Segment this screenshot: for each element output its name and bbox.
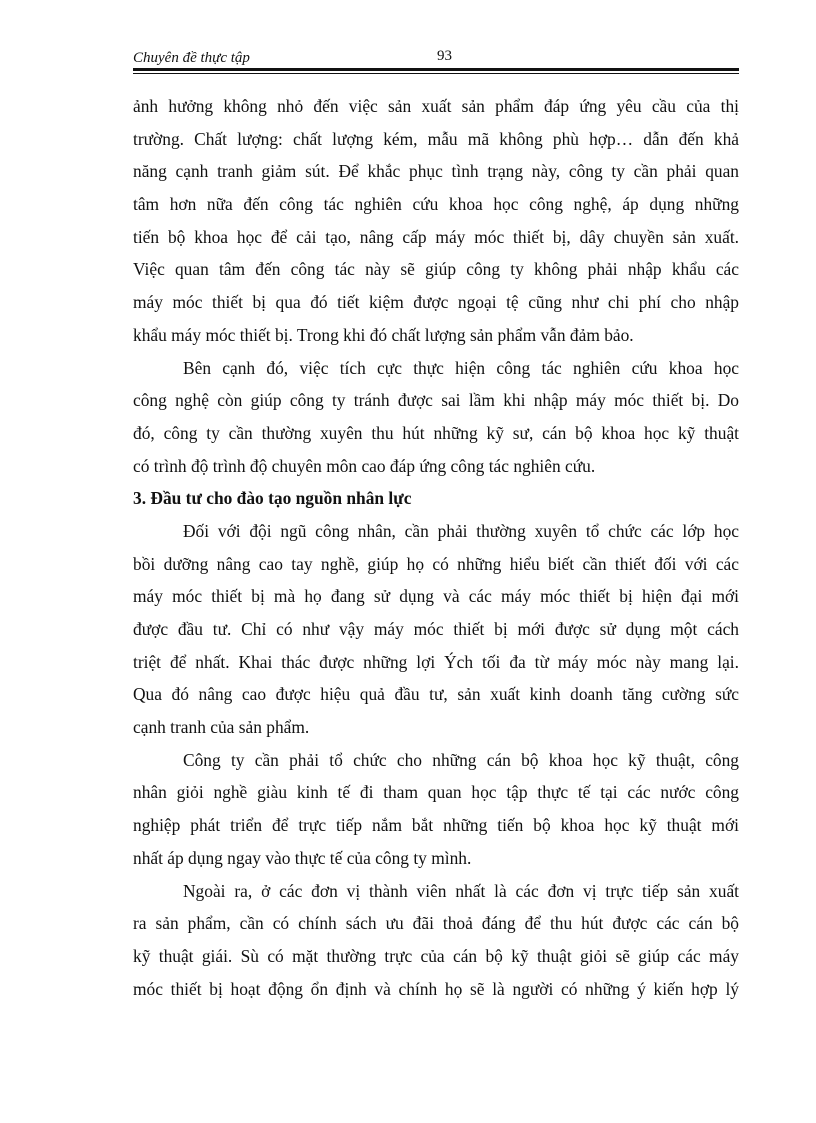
text-line: triệt để nhất. Khai thác được những lợi Ých tối đa từ máy móc này mang lại. <box>133 651 739 672</box>
header-rule-thick <box>133 68 739 71</box>
text-line: cạnh tranh của sản phẩm. <box>133 717 310 738</box>
text-line: tâm hơn nữa đến công tác nghiên cứu khoa học công nghệ, áp dụng những <box>133 194 739 215</box>
text-line: năng cạnh tranh giảm sút. Để khắc phục tình trạng này, công ty cần phải quan <box>133 161 739 182</box>
section-heading: 3. Đầu tư cho đào tạo nguồn nhân lực <box>133 488 412 509</box>
text-line: có trình độ trình độ chuyên môn cao đáp ứng công tác nghiên cứu. <box>133 455 596 476</box>
text-line: máy móc thiết bị qua đó tiết kiệm được ngoại tệ cũng như chi phí cho nhập <box>133 292 739 313</box>
text-line: móc thiết bị hoạt động ổn định và chính họ sẽ là người có những ý kiến hợp lý <box>133 978 739 999</box>
text-line: tiến bộ khoa học để cải tạo, nâng cấp máy móc thiết bị, dây chuyền sản xuất. <box>133 226 739 247</box>
text-line: kỹ thuật giái. Sù có mặt thường trực của cán bộ kỹ thuật giỏi sẽ giúp các máy <box>133 945 739 966</box>
text-line: Qua đó nâng cao được hiệu quả đầu tư, sản xuất kinh doanh tăng cường sức <box>133 684 739 705</box>
text-line: Đối với đội ngũ công nhân, cần phải thường xuyên tổ chức các lớp học <box>183 520 739 541</box>
text-line: công nghệ còn giúp công ty tránh được sai lầm khi nhập máy móc thiết bị. Do <box>133 390 739 411</box>
text-line: Việc quan tâm đến công tác này sẽ giúp công ty không phải nhập khẩu các <box>133 259 739 280</box>
text-line: khẩu máy móc thiết bị. Trong khi đó chất lượng sản phẩm vẫn đảm bảo. <box>133 324 634 345</box>
text-line: được đầu tư. Chỉ có như vậy máy móc thiết bị mới được sử dụng một cách <box>133 619 739 639</box>
text-line: bồi dưỡng nâng cao tay nghề, giúp họ có những hiểu biết cần thiết đối với các <box>133 553 739 574</box>
text-line: trường. Chất lượng: chất lượng kém, mẫu mã không phù hợp… dẫn đến khả <box>133 128 739 149</box>
text-line: máy móc thiết bị mà họ đang sử dụng và các máy móc thiết bị hiện đại mới <box>133 586 739 607</box>
text-line: đó, công ty cần thường xuyên thu hút những kỹ sư, cán bộ khoa học kỹ thuật <box>133 422 739 443</box>
text-line: nghiệp phát triển để trực tiếp nắm bắt những tiến bộ khoa học kỹ thuật mới <box>133 815 739 836</box>
text-line: nhân giỏi nghề giàu kinh tế đi tham quan học tập thực tế tại các nước công <box>133 782 739 803</box>
text-line: nhất áp dụng ngay vào thực tế của công ty mình. <box>133 847 472 868</box>
text-line: ra sản phẩm, cần có chính sách ưu đãi thoả đáng để thu hút được các cán bộ <box>133 913 739 934</box>
header-title: Chuyên đề thực tập <box>133 50 250 66</box>
body-text <box>133 90 739 1005</box>
header-rule-thin <box>133 73 739 74</box>
text-line: ảnh hưởng không nhỏ đến việc sản xuất sản phẩm đáp ứng yêu cầu của thị <box>133 96 739 116</box>
text-line: Ngoài ra, ở các đơn vị thành viên nhất là các đơn vị trực tiếp sản xuất <box>183 880 739 901</box>
page-number: 93 <box>437 48 452 64</box>
text-line: Công ty cần phải tổ chức cho những cán bộ khoa học kỹ thuật, công <box>183 749 739 770</box>
text-line: Bên cạnh đó, việc tích cực thực hiện công tác nghiên cứu khoa học <box>183 357 739 378</box>
